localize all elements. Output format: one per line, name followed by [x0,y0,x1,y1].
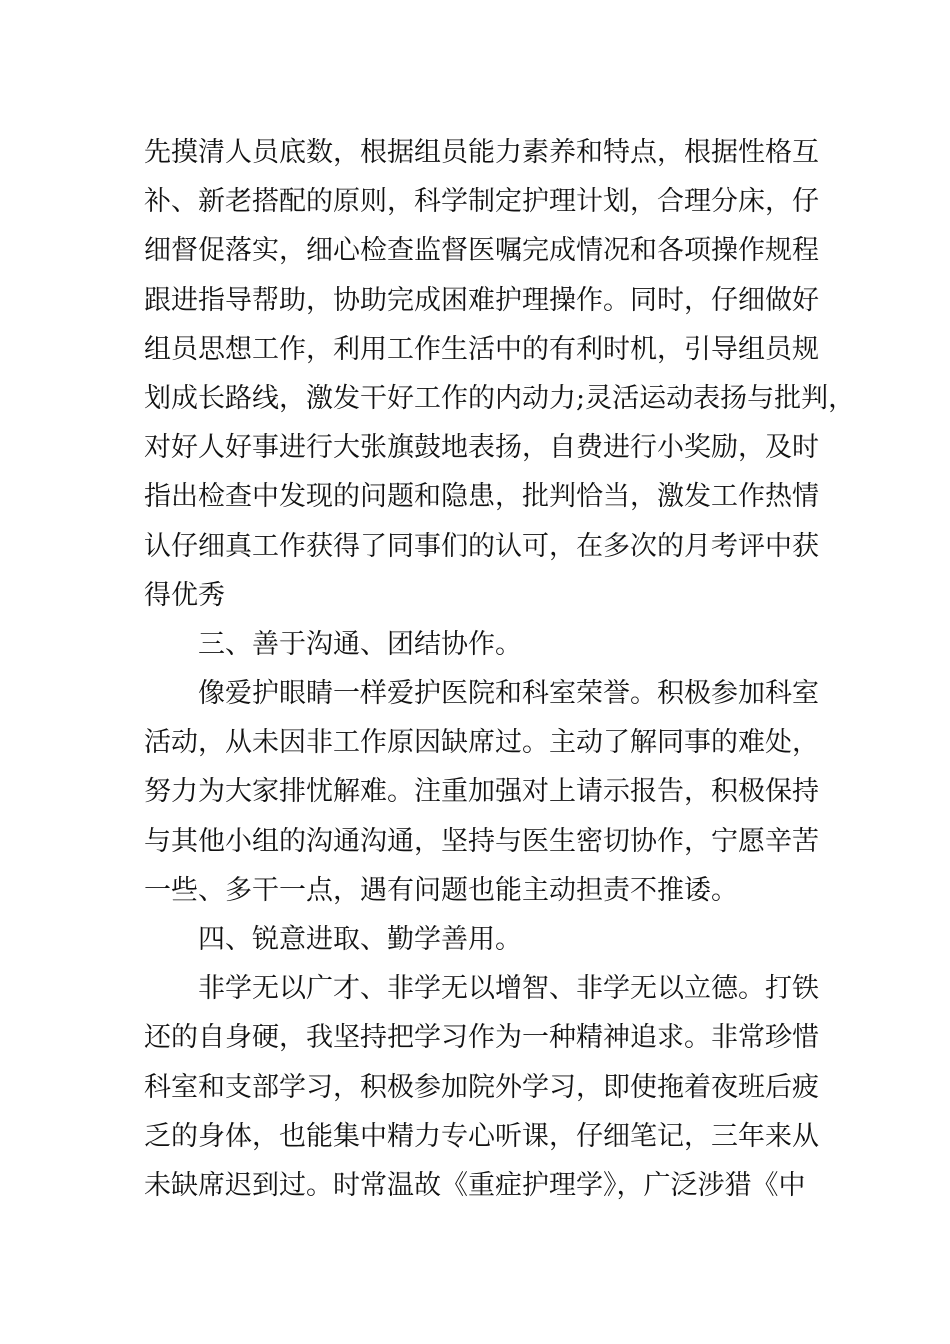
text-line: 努力为大家排忧解难。注重加强对上请示报告，积极保持 [144,776,819,808]
text-line: 对好人好事进行大张旗鼓地表扬，自费进行小奖励，及时 [144,432,819,464]
text-line: 乏的身体，也能集中精力专心听课，仔细笔记，三年来从 [144,1120,819,1152]
text-line: 还的自身硬，我坚持把学习作为一种精神追求。非常珍惜 [144,1022,819,1054]
text-line: 与其他小组的沟通沟通，坚持与医生密切协作，宁愿辛苦 [144,825,819,857]
text-line: 认仔细真工作获得了同事们的认可，在多次的月考评中获 [144,530,819,562]
text-line: 活动，从未因非工作原因缺席过。主动了解同事的难处， [144,727,819,759]
section-heading: 三、善于沟通、团结协作。 [198,628,522,660]
body-text [144,128,856,1210]
text-line: 未缺席迟到过。时常温故《重症护理学》，广泛涉猎《中 [144,1169,806,1201]
text-line: 科室和支部学习，积极参加院外学习，即使拖着夜班后疲 [144,1071,819,1103]
text-line: 先摸清人员底数，根据组员能力素养和特点，根据性格互 [144,137,819,168]
text-line: 一些、多干一点，遇有问题也能主动担责不推诿。 [144,874,738,906]
text-line: 指出检查中发现的问题和隐患，批判恰当，激发工作热情 [144,481,819,513]
paragraph-first-line: 非学无以广才、非学无以增智、非学无以立德。打铁 [198,973,819,1005]
text-line: 补、新老搭配的原则，科学制定护理计划，合理分床，仔 [144,186,819,218]
text-line: 跟进指导帮助，协助完成困难护理操作。同时，仔细做好 [144,284,819,316]
text-line: 划成长路线，激发干好工作的内动力;灵活运动表扬与批判， [144,382,856,414]
text-line: 细督促落实，细心检查监督医嘱完成情况和各项操作规程 [144,235,819,267]
paragraph-first-line: 像爱护眼睛一样爱护医院和科室荣誉。积极参加科室 [198,678,819,710]
section-heading: 四、锐意进取、勤学善用。 [198,924,522,955]
text-line: 组员思想工作，利用工作生活中的有利时机，引导组员规 [144,333,819,365]
text-line: 得优秀 [144,579,225,611]
